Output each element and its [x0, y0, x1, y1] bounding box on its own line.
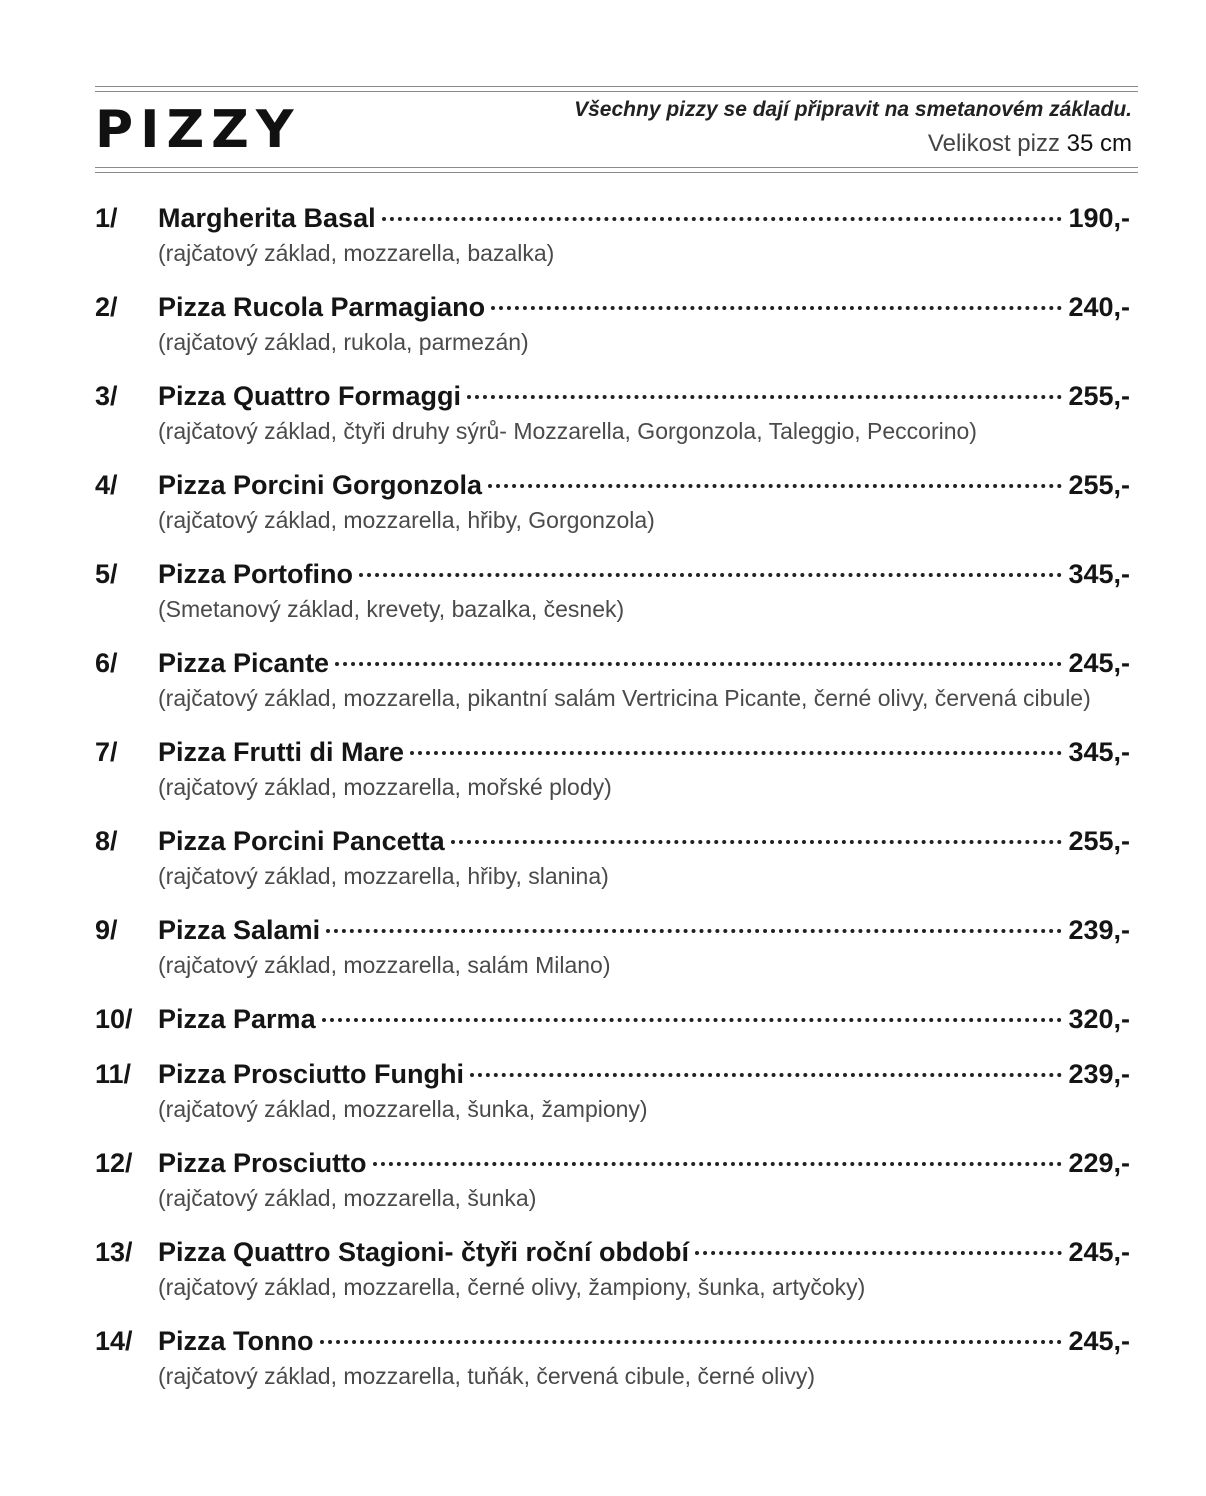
- item-number: 7/: [95, 737, 118, 767]
- item-price: 245,-: [1068, 1326, 1130, 1356]
- menu-item: [95, 824, 1138, 893]
- dot-leader: [326, 929, 1062, 933]
- item-price: 255,-: [1068, 470, 1130, 500]
- dot-leader: [451, 840, 1063, 844]
- item-number: 2/: [95, 292, 118, 322]
- item-name: Pizza Parma: [158, 1004, 316, 1034]
- pizza-size-label: Velikost pizz: [927, 130, 1060, 157]
- item-name: Pizza Prosciutto Funghi: [158, 1059, 465, 1089]
- item-description: (rajčatový základ, mozzarella, salám Milano): [158, 952, 611, 978]
- item-name: Pizza Rucola Parmagiano: [158, 292, 486, 322]
- item-number: 11/: [95, 1059, 132, 1089]
- pizza-list: [95, 201, 1138, 1393]
- menu-item: [95, 1324, 1138, 1393]
- item-price: 255,-: [1068, 381, 1130, 411]
- menu-item: [95, 1057, 1138, 1126]
- item-price: 255,-: [1068, 826, 1130, 856]
- item-price: 345,-: [1068, 559, 1130, 589]
- item-title-line: [158, 290, 1130, 325]
- dot-leader: [491, 306, 1062, 310]
- header-bottom-rule: [95, 167, 1138, 173]
- item-title-line: [158, 379, 1130, 414]
- dot-leader: [467, 395, 1062, 399]
- dot-leader: [359, 573, 1062, 577]
- menu-item: [95, 290, 1138, 359]
- menu-item: [95, 1146, 1138, 1215]
- item-name: Pizza Prosciutto: [158, 1148, 367, 1178]
- item-name: Margherita Basal: [158, 203, 376, 233]
- dot-leader: [488, 484, 1062, 488]
- item-name: Pizza Portofino: [158, 559, 353, 589]
- item-price: 239,-: [1068, 1059, 1130, 1089]
- item-price: 245,-: [1068, 648, 1130, 678]
- menu-item: [95, 468, 1138, 537]
- item-description: (rajčatový základ, mozzarella, šunka): [158, 1185, 537, 1211]
- menu-header: [95, 92, 1138, 167]
- item-price: 245,-: [1068, 1237, 1130, 1267]
- dot-leader: [382, 217, 1063, 221]
- item-name: Pizza Porcini Gorgonzola: [158, 470, 483, 500]
- item-title-line: [158, 201, 1130, 236]
- item-description: (rajčatový základ, mozzarella, pikantní salám Vertricina Picante, černé olivy, červená cibule): [158, 685, 1091, 711]
- item-title-line: [158, 1235, 1130, 1270]
- item-description: (rajčatový základ, mozzarella, černé olivy, žampiony, šunka, artyčoky): [158, 1274, 866, 1300]
- menu-page: [95, 86, 1138, 1389]
- item-number: 4/: [95, 470, 118, 500]
- item-title-line: [158, 1324, 1130, 1359]
- item-number: 5/: [95, 559, 118, 589]
- dot-leader: [410, 751, 1062, 755]
- dot-leader: [335, 662, 1062, 666]
- item-name: Pizza Porcini Pancetta: [158, 826, 445, 856]
- item-description: (rajčatový základ, rukola, parmezán): [158, 329, 529, 355]
- item-title-line: [158, 1002, 1130, 1037]
- item-description: (Smetanový základ, krevety, bazalka, česnek): [158, 596, 625, 622]
- cream-base-note: Všechny pizzy se dají připravit na smetanovém základu.: [574, 98, 1132, 121]
- item-number: 13/: [95, 1237, 133, 1267]
- item-title-line: [158, 913, 1130, 948]
- item-name: Pizza Salami: [158, 915, 321, 945]
- dot-leader: [320, 1340, 1063, 1344]
- item-title-line: [158, 735, 1130, 770]
- item-description: (rajčatový základ, mozzarella, šunka, žampiony): [158, 1096, 648, 1122]
- item-number: 3/: [95, 381, 118, 411]
- dot-leader: [322, 1018, 1063, 1022]
- item-price: 229,-: [1068, 1148, 1130, 1178]
- menu-item: [95, 1235, 1138, 1304]
- item-title-line: [158, 646, 1130, 681]
- page-title: PIZZY: [95, 100, 301, 160]
- dot-leader: [470, 1073, 1062, 1077]
- menu-item: [95, 646, 1138, 715]
- item-description: (rajčatový základ, mozzarella, mořské plody): [158, 774, 612, 800]
- item-title-line: [158, 468, 1130, 503]
- menu-item: [95, 379, 1138, 448]
- item-title-line: [158, 557, 1130, 592]
- item-name: Pizza Picante: [158, 648, 330, 678]
- item-number: 8/: [95, 826, 118, 856]
- item-number: 6/: [95, 648, 118, 678]
- item-price: 320,-: [1068, 1004, 1130, 1034]
- menu-item: [95, 1002, 1138, 1037]
- menu-item: [95, 201, 1138, 270]
- item-title-line: [158, 824, 1130, 859]
- item-number: 1/: [95, 203, 118, 233]
- item-description: (rajčatový základ, čtyři druhy sýrů- Mozzarella, Gorgonzola, Taleggio, Peccorino): [158, 418, 977, 444]
- item-price: 345,-: [1068, 737, 1130, 767]
- menu-item: [95, 557, 1138, 626]
- item-price: 190,-: [1068, 203, 1130, 233]
- item-description: (rajčatový základ, mozzarella, tuňák, červená cibule, černé olivy): [158, 1363, 816, 1389]
- item-price: 239,-: [1068, 915, 1130, 945]
- item-price: 240,-: [1068, 292, 1130, 322]
- item-title-line: [158, 1057, 1130, 1092]
- item-name: Pizza Quattro Formaggi: [158, 381, 462, 411]
- item-number: 9/: [95, 915, 118, 945]
- dot-leader: [373, 1162, 1063, 1166]
- item-number: 10/: [95, 1004, 133, 1034]
- menu-item: [95, 913, 1138, 982]
- menu-item: [95, 735, 1138, 804]
- pizza-size-info: [928, 130, 1132, 158]
- item-name: Pizza Quattro Stagioni- čtyři roční období: [158, 1237, 690, 1267]
- item-description: (rajčatový základ, mozzarella, bazalka): [158, 240, 555, 266]
- item-description: (rajčatový základ, mozzarella, hřiby, Gorgonzola): [158, 507, 655, 533]
- item-name: Pizza Frutti di Mare: [158, 737, 405, 767]
- pizza-size-value: 35 cm: [1066, 130, 1132, 157]
- dot-leader: [695, 1251, 1062, 1255]
- item-name: Pizza Tonno: [158, 1326, 314, 1356]
- item-description: (rajčatový základ, mozzarella, hřiby, slanina): [158, 863, 609, 889]
- item-number: 14/: [95, 1326, 133, 1356]
- item-title-line: [158, 1146, 1130, 1181]
- item-number: 12/: [95, 1148, 133, 1178]
